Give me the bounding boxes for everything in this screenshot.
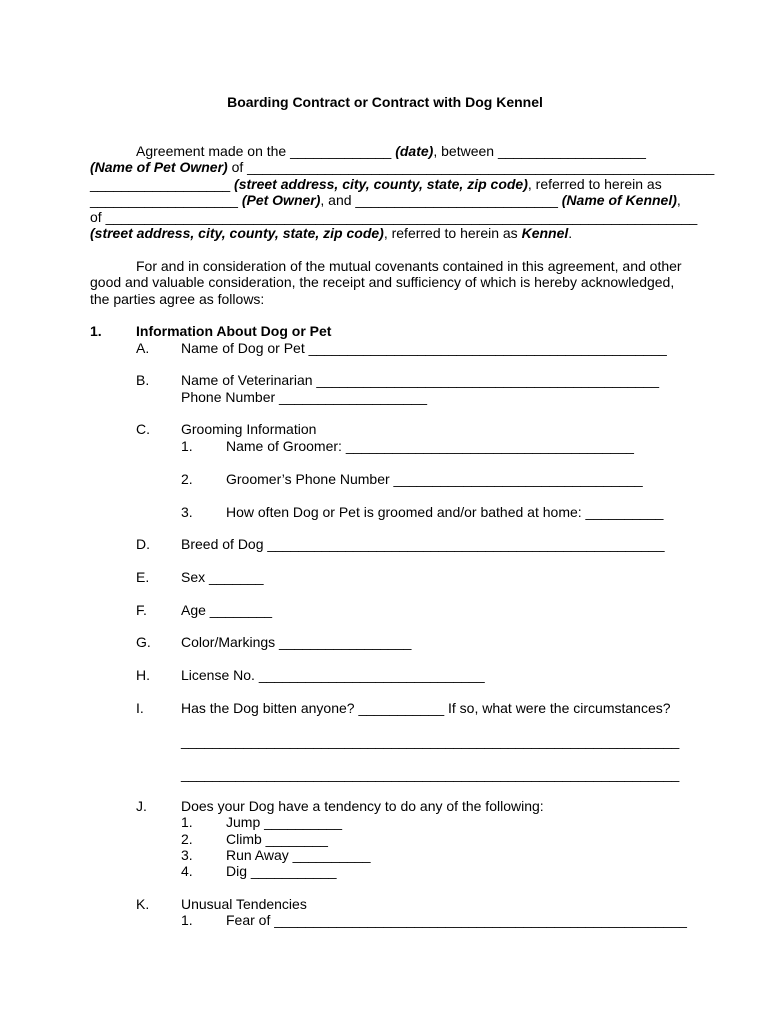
circumstances-line-1[interactable]: ________________________________________________________________ — [181, 733, 680, 749]
dog-name-field[interactable]: Name of Dog or Pet ______________________________________________ — [181, 340, 667, 356]
groomer-phone-field[interactable]: Groomer’s Phone Number ________________________________ — [226, 471, 643, 487]
pet-owner-short-field[interactable]: ___________________ — [90, 192, 242, 208]
intro-line-1 — [136, 143, 646, 160]
item-j2-number: 2. — [181, 831, 193, 847]
item-c-letter: C. — [136, 421, 150, 437]
climb-field[interactable]: Climb ________ — [226, 831, 328, 847]
circumstances-line-2[interactable]: ________________________________________________________________ — [181, 766, 680, 782]
item-c2-number: 2. — [181, 471, 193, 487]
date-label: (date) — [395, 143, 434, 159]
pet-owner-label: (Pet Owner) — [241, 192, 321, 208]
item-j3-number: 3. — [181, 847, 193, 863]
grooming-frequency-field[interactable]: How often Dog or Pet is groomed and/or bathed at home: __________ — [226, 504, 664, 520]
item-b-letter: B. — [136, 372, 150, 388]
item-j1-number: 1. — [181, 814, 193, 830]
tendencies-question: Does your Dog have a tendency to do any of the following: — [181, 798, 544, 814]
intro-line-6: (street address, city, county, state, zip code), referred to herein as Kennel. — [90, 225, 573, 241]
document-title: Boarding Contract or Contract with Dog Kennel — [227, 94, 543, 110]
item-k1-number: 1. — [181, 912, 193, 928]
kennel-label: Kennel — [521, 225, 569, 241]
between-field[interactable]: , between ___________________ — [433, 143, 646, 159]
kennel-address-field[interactable]: of ____________________________________________________________________________ — [90, 209, 698, 225]
grooming-info-heading: Grooming Information — [181, 421, 317, 437]
intro-line-3 — [90, 176, 662, 193]
section-1-number: 1. — [90, 323, 102, 339]
agreement-date-field[interactable]: Agreement made on the _____________ — [136, 143, 396, 159]
intro-line-4: ___________________ (Pet Owner), and __________________________ (Name of Kennel), — [90, 192, 681, 208]
veterinarian-name-field[interactable]: Name of Veterinarian ____________________________________________ — [181, 372, 659, 388]
jump-field[interactable]: Jump __________ — [226, 814, 342, 830]
item-k-letter: K. — [136, 896, 150, 912]
kennel-name-label: (Name of Kennel) — [561, 192, 677, 208]
intro-line-2 — [90, 159, 714, 176]
owner-address-label: (street address, city, county, state, zip code) — [234, 176, 528, 192]
owner-address-field-cont[interactable]: __________________ — [90, 176, 235, 192]
veterinarian-phone-field[interactable]: Phone Number ___________________ — [181, 389, 427, 405]
consideration-line-2: good and valuable consideration, the receipt and sufficiency of which is hereby acknowledged, — [90, 274, 675, 290]
item-j4-number: 4. — [181, 863, 193, 879]
item-d-letter: D. — [136, 536, 150, 552]
dig-field[interactable]: Dig ___________ — [226, 863, 337, 879]
consideration-line-1: For and in consideration of the mutual covenants contained in this agreement, and other — [136, 258, 682, 274]
kennel-address-label: (street address, city, county, state, zip code) — [90, 225, 384, 241]
section-1-heading: Information About Dog or Pet — [136, 323, 332, 339]
item-i-letter: I. — [136, 700, 144, 716]
item-c3-number: 3. — [181, 504, 193, 520]
item-a-letter: A. — [136, 340, 150, 356]
run-away-field[interactable]: Run Away __________ — [226, 847, 371, 863]
item-c1-number: 1. — [181, 438, 193, 454]
consideration-line-3: the parties agree as follows: — [90, 291, 265, 307]
fear-of-field[interactable]: Fear of _____________________________________________________ — [226, 912, 687, 928]
color-markings-field[interactable]: Color/Markings _________________ — [181, 634, 412, 650]
breed-field[interactable]: Breed of Dog ___________________________________________________ — [181, 536, 665, 552]
pet-owner-name-label: (Name of Pet Owner) — [90, 159, 228, 175]
item-h-letter: H. — [136, 667, 150, 683]
pet-owner-address-field[interactable]: of ____________________________________________________________ — [227, 159, 715, 175]
kennel-name-field[interactable]: , and __________________________ — [320, 192, 562, 208]
referred-text: , referred to herein as — [527, 176, 662, 192]
item-g-letter: G. — [136, 634, 151, 650]
item-f-letter: F. — [136, 602, 147, 618]
age-field[interactable]: Age ________ — [181, 602, 273, 618]
bitten-anyone-field[interactable]: Has the Dog bitten anyone? ___________ If so, what were the circumstances? — [181, 700, 671, 716]
sex-field[interactable]: Sex _______ — [181, 569, 264, 585]
groomer-name-field[interactable]: Name of Groomer: _____________________________________ — [226, 438, 634, 454]
item-j-letter: J. — [136, 798, 147, 814]
unusual-tendencies-heading: Unusual Tendencies — [181, 896, 307, 912]
item-e-letter: E. — [136, 569, 150, 585]
license-number-field[interactable]: License No. _____________________________ — [181, 667, 485, 683]
